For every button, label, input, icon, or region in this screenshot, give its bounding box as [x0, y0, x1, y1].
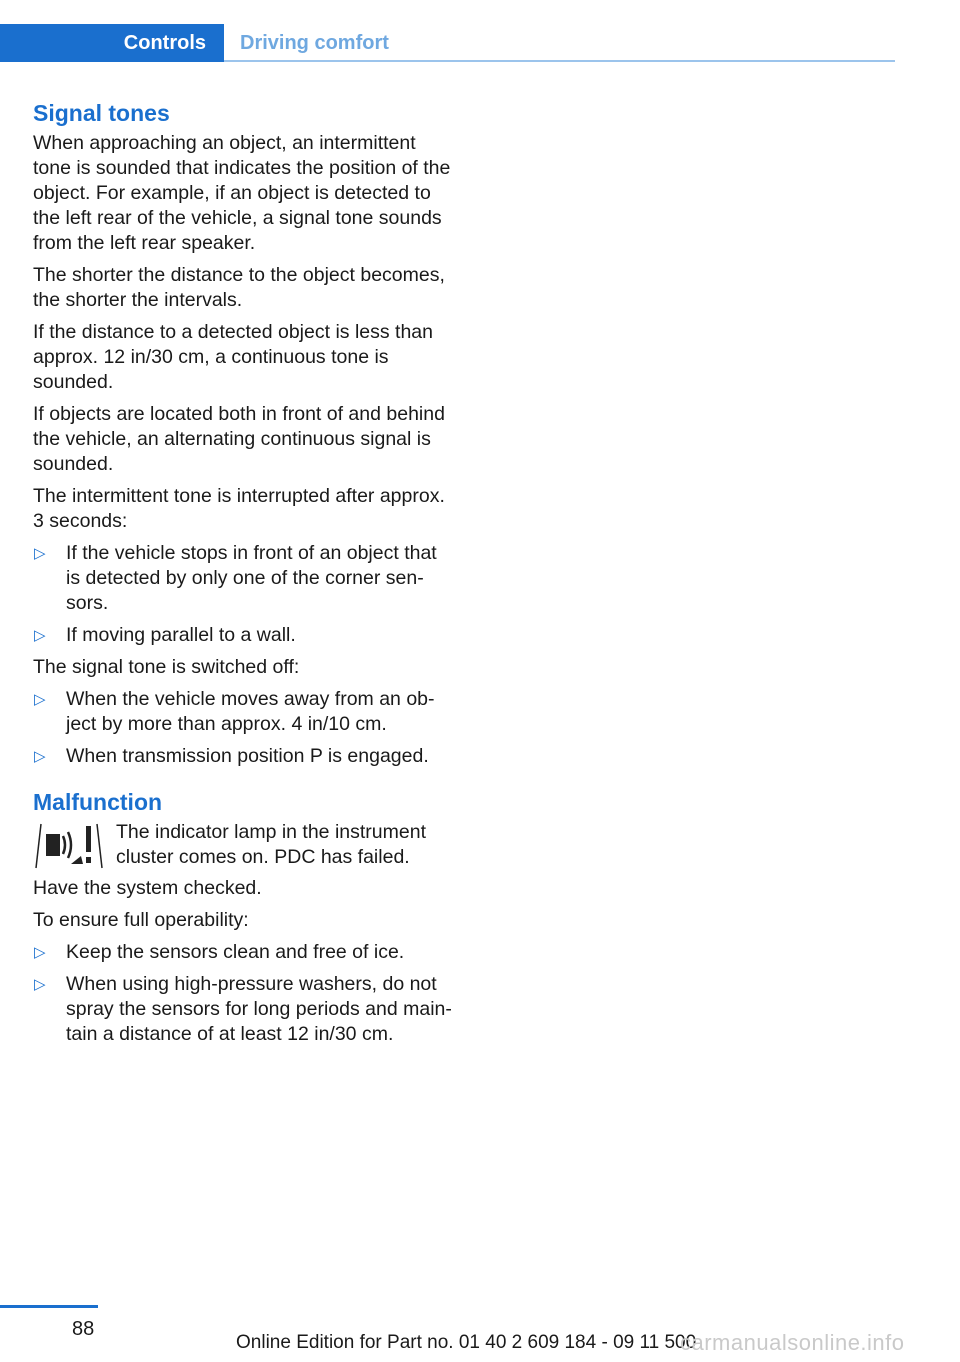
- list-item: [33, 744, 453, 769]
- header-bar: [0, 24, 895, 62]
- header-rule: [224, 60, 895, 62]
- bullet-list-operability: [33, 940, 453, 1047]
- watermark: carmanualsonline.info: [680, 1330, 905, 1355]
- triangle-bullet-icon: ▷: [34, 748, 46, 765]
- list-item-text: If the vehicle stops in front of an object that is detected by only one of the corner sen-sors.: [66, 542, 437, 614]
- paragraph: To ensure full operability:: [33, 909, 249, 931]
- pdc-warning-lamp-icon: [33, 820, 105, 872]
- page-content: [33, 100, 453, 1054]
- triangle-bullet-icon: ▷: [34, 691, 46, 708]
- tab-driving-comfort[interactable]: Driving comfort: [240, 31, 389, 54]
- triangle-bullet-icon: ▷: [34, 944, 46, 961]
- paragraph: If the distance to a detected object is less than approx. 12 in/30 cm, a continuous tone is sounded.: [33, 321, 433, 393]
- list-item-text: When the vehicle moves away from an ob-ject by more than approx. 4 in/10 cm.: [66, 688, 435, 735]
- paragraph: If objects are located both in front of and behind the vehicle, an alternating continuous signal is sounded.: [33, 403, 445, 475]
- paragraph: When approaching an object, an intermittent tone is sounded that indicates the position of the object. For example, if an object is detected to the left rear of the vehicle, a signal tone sounds from the left rear speaker.: [33, 132, 451, 254]
- indicator-lamp-row: [33, 820, 453, 872]
- page-number: 88: [72, 1318, 95, 1340]
- list-item-text: When transmission position P is engaged.: [66, 745, 429, 767]
- footer-rule: [0, 1305, 98, 1308]
- list-item: [33, 623, 453, 648]
- paragraph: The shorter the distance to the object becomes, the shorter the intervals.: [33, 264, 445, 311]
- triangle-bullet-icon: ▷: [34, 976, 46, 993]
- triangle-bullet-icon: ▷: [34, 627, 46, 644]
- list-item-text: Keep the sensors clean and free of ice.: [66, 941, 405, 963]
- triangle-bullet-icon: ▷: [34, 545, 46, 562]
- paragraph: The intermittent tone is interrupted after approx. 3 seconds:: [33, 485, 445, 532]
- bullet-list-interrupt: [33, 541, 453, 648]
- heading-malfunction: Malfunction: [33, 789, 163, 815]
- list-item: [33, 541, 453, 616]
- lamp-description: The indicator lamp in the instrument cluster comes on. PDC has failed.: [116, 821, 426, 868]
- bullet-list-switched-off: [33, 687, 453, 769]
- paragraph: The signal tone is switched off:: [33, 656, 300, 678]
- list-item-text: If moving parallel to a wall.: [66, 624, 296, 646]
- list-item: [33, 940, 453, 965]
- tab-controls[interactable]: Controls: [0, 24, 224, 62]
- paragraph: Have the system checked.: [33, 877, 262, 899]
- list-item-text: When using high-pressure washers, do not spray the sensors for long periods and main-tain a distance of at least 12 in/30 cm.: [66, 973, 452, 1045]
- list-item: [33, 972, 453, 1047]
- edition-text: Online Edition for Part no. 01 40 2 609 184 - 09 11 500: [236, 1332, 697, 1353]
- heading-signal-tones: Signal tones: [33, 100, 170, 126]
- list-item: [33, 687, 453, 737]
